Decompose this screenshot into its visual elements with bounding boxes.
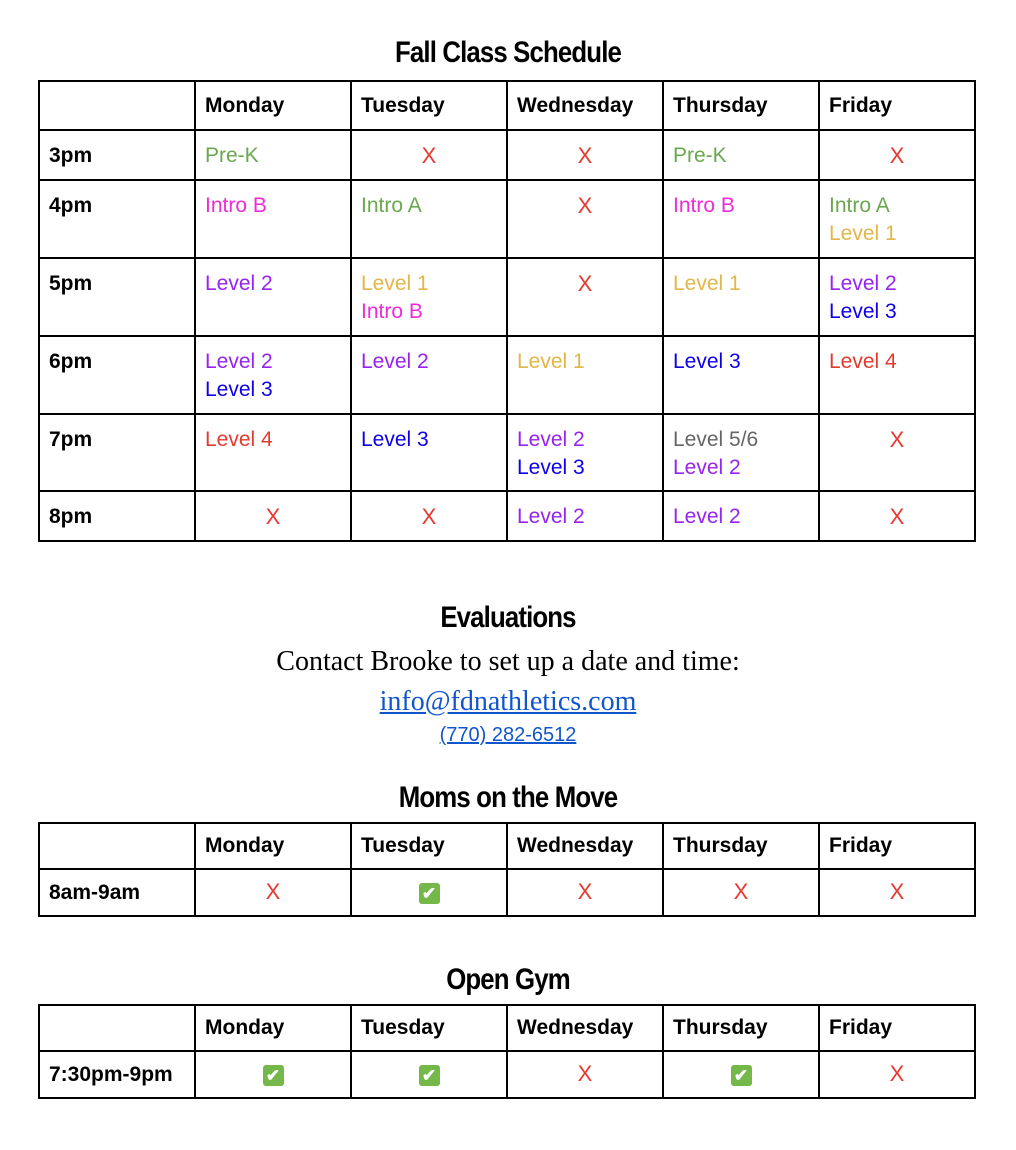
table-row [39, 491, 975, 541]
email-link[interactable]: info@fdnathletics.com [379, 686, 637, 717]
table-row [39, 180, 975, 258]
open-gym-day-header: Thursday [663, 1005, 819, 1051]
x-mark-icon: X [889, 1061, 905, 1086]
class-label: Level 3 [829, 300, 897, 323]
class-cell [507, 258, 663, 336]
availability-cell [195, 869, 351, 916]
time-cell: 5pm [39, 258, 195, 336]
check-mark-icon: ✔ [419, 883, 440, 904]
class-cell [351, 414, 507, 491]
class-label: Level 2 [361, 350, 429, 373]
class-label: Intro B [205, 194, 267, 217]
x-mark-icon: X [577, 193, 593, 218]
phone-link[interactable]: (770) 282-6512 [439, 724, 577, 746]
class-cell [195, 414, 351, 491]
table-row [39, 1051, 975, 1098]
class-label: Pre-K [205, 144, 259, 167]
table-row [39, 336, 975, 414]
availability-cell [195, 1051, 351, 1098]
table-row [39, 414, 975, 491]
evaluations-text: Contact Brooke to set up a date and time: [276, 646, 740, 677]
class-cell [351, 491, 507, 541]
class-cell [195, 336, 351, 414]
x-mark-icon: X [265, 879, 281, 904]
availability-cell [663, 869, 819, 916]
fall-day-header: Thursday [663, 81, 819, 130]
availability-cell [507, 1051, 663, 1098]
class-label: Level 3 [673, 350, 741, 373]
moms-day-header: Tuesday [351, 823, 507, 869]
x-mark-icon: X [577, 879, 593, 904]
x-mark-icon: X [889, 427, 905, 452]
open-gym-day-header: Monday [195, 1005, 351, 1051]
class-label: Level 2 [673, 456, 741, 479]
class-cell [195, 491, 351, 541]
check-mark-icon: ✔ [419, 1065, 440, 1086]
moms-day-header: Wednesday [507, 823, 663, 869]
class-cell [819, 130, 975, 180]
class-label: Intro A [361, 194, 422, 217]
class-cell [819, 336, 975, 414]
class-label: Level 2 [673, 505, 741, 528]
class-cell [351, 258, 507, 336]
class-label: Level 1 [361, 272, 429, 295]
class-label: Level 2 [517, 428, 585, 451]
class-cell [507, 180, 663, 258]
time-cell: 3pm [39, 130, 195, 180]
fall-corner-cell [39, 81, 195, 130]
class-cell [819, 180, 975, 258]
availability-cell [507, 869, 663, 916]
moms-day-header: Thursday [663, 823, 819, 869]
class-label: Level 2 [205, 272, 273, 295]
class-label: Level 1 [829, 222, 897, 245]
availability-cell [819, 1051, 975, 1098]
x-mark-icon: X [265, 504, 281, 529]
class-cell [663, 414, 819, 491]
moms-day-header: Friday [819, 823, 975, 869]
class-cell [663, 180, 819, 258]
class-label: Level 2 [829, 272, 897, 295]
class-cell [663, 491, 819, 541]
class-label: Intro B [361, 300, 423, 323]
availability-cell [819, 869, 975, 916]
class-cell [507, 130, 663, 180]
class-cell [195, 130, 351, 180]
time-cell: 4pm [39, 180, 195, 258]
open-gym-day-header: Tuesday [351, 1005, 507, 1051]
time-cell: 7pm [39, 414, 195, 491]
x-mark-icon: X [733, 879, 749, 904]
class-label: Level 1 [673, 272, 741, 295]
x-mark-icon: X [889, 879, 905, 904]
class-label: Level 2 [517, 505, 585, 528]
x-mark-icon: X [889, 504, 905, 529]
class-label: Pre-K [673, 144, 727, 167]
class-label: Level 3 [205, 378, 273, 401]
class-cell [351, 336, 507, 414]
class-cell [819, 258, 975, 336]
x-mark-icon: X [577, 1061, 593, 1086]
class-cell [507, 336, 663, 414]
class-label: Level 5/6 [673, 428, 759, 451]
class-label: Intro B [673, 194, 735, 217]
x-mark-icon: X [889, 143, 905, 168]
class-cell [663, 130, 819, 180]
check-mark-icon: ✔ [731, 1065, 752, 1086]
time-cell: 8am-9am [39, 869, 195, 916]
check-mark-icon: ✔ [263, 1065, 284, 1086]
class-cell [819, 414, 975, 491]
table-row [39, 869, 975, 916]
time-cell: 6pm [39, 336, 195, 414]
fall-schedule-table [38, 80, 976, 542]
class-label: Level 3 [517, 456, 585, 479]
open-gym-corner-cell [39, 1005, 195, 1051]
fall-header-row [39, 81, 975, 130]
class-cell [819, 491, 975, 541]
class-label: Level 4 [829, 350, 897, 373]
class-cell [351, 180, 507, 258]
class-label: Level 3 [361, 428, 429, 451]
open-gym-day-header: Wednesday [507, 1005, 663, 1051]
moms-header-row [39, 823, 975, 869]
class-label: Intro A [829, 194, 890, 217]
class-cell [663, 336, 819, 414]
class-cell [195, 180, 351, 258]
open-gym-day-header: Friday [819, 1005, 975, 1051]
class-label: Level 2 [205, 350, 273, 373]
class-label: Level 4 [205, 428, 273, 451]
fall-day-header: Tuesday [351, 81, 507, 130]
moms-title: Moms on the Move [398, 781, 618, 814]
moms-day-header: Monday [195, 823, 351, 869]
availability-cell [351, 869, 507, 916]
open-gym-table [38, 1004, 976, 1099]
fall-day-header: Wednesday [507, 81, 663, 130]
fall-schedule-title: Fall Class Schedule [395, 36, 621, 69]
availability-cell [663, 1051, 819, 1098]
x-mark-icon: X [577, 143, 593, 168]
moms-corner-cell [39, 823, 195, 869]
open-gym-title: Open Gym [446, 963, 570, 996]
availability-cell [351, 1051, 507, 1098]
class-cell [351, 130, 507, 180]
moms-schedule-table [38, 822, 976, 917]
table-row [39, 130, 975, 180]
class-cell [507, 491, 663, 541]
x-mark-icon: X [421, 504, 437, 529]
fall-day-header: Monday [195, 81, 351, 130]
fall-day-header: Friday [819, 81, 975, 130]
evaluations-title: Evaluations [440, 601, 576, 634]
class-label: Level 1 [517, 350, 585, 373]
x-mark-icon: X [577, 271, 593, 296]
time-cell: 8pm [39, 491, 195, 541]
class-cell [195, 258, 351, 336]
open-gym-header-row [39, 1005, 975, 1051]
x-mark-icon: X [421, 143, 437, 168]
table-row [39, 258, 975, 336]
time-cell: 7:30pm-9pm [39, 1051, 195, 1098]
class-cell [663, 258, 819, 336]
class-cell [507, 414, 663, 491]
